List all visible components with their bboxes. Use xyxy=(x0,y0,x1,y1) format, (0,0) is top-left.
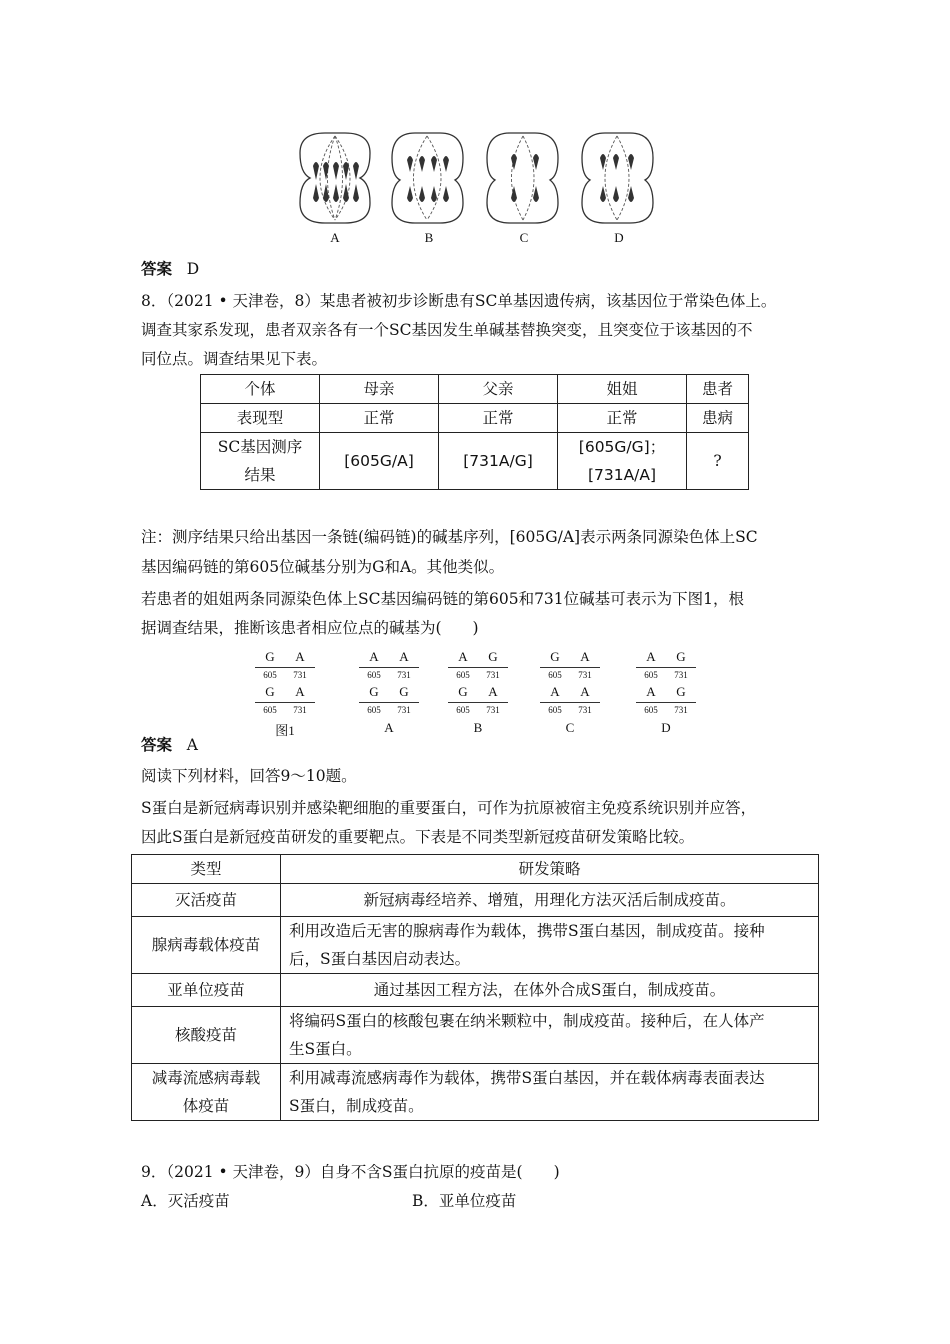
strategy-attenuated-flu xyxy=(281,1064,819,1121)
header-type: 类型 xyxy=(132,855,281,884)
q8-stem-line-3: 同位点。调查结果见下表。 xyxy=(141,350,328,368)
strategy-nucleic-acid xyxy=(281,1007,819,1064)
q8-stem-line-2: 调查其家系发现，患者双亲各有一个SC基因发生单碱基替换突变，且突变位于该基因的不 xyxy=(141,321,753,339)
type-attenuated-flu-line-1: 减毒流感病毒载 xyxy=(151,1069,261,1087)
strategy-inactivated: 新冠病毒经培养、增殖，用理化方法灭活后制成疫苗。 xyxy=(281,884,819,917)
vaccine-table xyxy=(131,854,819,1121)
cell-division-figure xyxy=(295,128,665,228)
sequencing-sister-line-1: [605G/G]； xyxy=(578,438,666,456)
figure-label-b: B xyxy=(424,230,434,245)
diagram-option-a: A A 605 731 G G 605 731 A xyxy=(359,648,419,736)
q9-option-a: A．灭活疫苗 xyxy=(141,1192,230,1210)
sequencing-label-line-1: SC基因测序 xyxy=(217,438,303,456)
type-adenovirus: 腺病毒载体疫苗 xyxy=(132,917,281,974)
type-nucleic-acid: 核酸疫苗 xyxy=(132,1007,281,1064)
strategy-attenuated-flu-line-2: S蛋白，制成疫苗。 xyxy=(289,1097,424,1115)
sequencing-father: [731A/G] xyxy=(439,433,558,490)
sequencing-label xyxy=(201,433,320,490)
figure-label-c: C xyxy=(519,230,529,245)
diagram-option-b: A G 605 731 G A 605 731 B xyxy=(448,648,508,736)
phenotype-father: 正常 xyxy=(439,404,558,433)
sequencing-sister-line-2: [731A/A] xyxy=(587,466,657,484)
q8-note-line-4: 据调查结果，推断该患者相应位点的碱基为( ) xyxy=(141,619,479,637)
sequencing-table xyxy=(200,374,749,490)
q9-stem: 9．（2021 • 天津卷，9）自身不含S蛋白抗原的疫苗是( ) xyxy=(141,1163,560,1181)
type-subunit: 亚单位疫苗 xyxy=(132,974,281,1007)
strategy-subunit: 通过基因工程方法，在体外合成S蛋白，制成疫苗。 xyxy=(281,974,819,1007)
diagram-figure1: G A 605 731 G A 605 731 图1 xyxy=(255,648,315,739)
sequencing-sister xyxy=(558,433,687,490)
strategy-nucleic-acid-line-2: 生S蛋白。 xyxy=(289,1040,362,1058)
strategy-nucleic-acid-line-1: 将编码S蛋白的核酸包裹在纳米颗粒中，制成疫苗。接种后，在人体产 xyxy=(289,1012,765,1030)
sequencing-label-line-2: 结果 xyxy=(244,466,276,484)
type-attenuated-flu xyxy=(132,1064,281,1121)
header-father: 父亲 xyxy=(439,375,558,404)
q8-note-line-2: 基因编码链的第605位碱基分别为G和A。其他类似。 xyxy=(141,558,505,576)
material-para-line-2: 因此S蛋白是新冠疫苗研发的重要靶点。下表是不同类型新冠疫苗研发策略比较。 xyxy=(141,828,695,846)
header-individual: 个体 xyxy=(201,375,320,404)
phenotype-patient: 患病 xyxy=(687,404,749,433)
strategy-adenovirus xyxy=(281,917,819,974)
q8-note-line-3: 若患者的姐姐两条同源染色体上SC基因编码链的第605和731位碱基可表示为下图1，根 xyxy=(141,590,745,608)
figure-label-d: D xyxy=(614,230,624,245)
header-sister: 姐姐 xyxy=(558,375,687,404)
header-strategy: 研发策略 xyxy=(281,855,819,884)
type-attenuated-flu-line-2: 体疫苗 xyxy=(182,1097,230,1115)
header-patient: 患者 xyxy=(687,375,749,404)
answer-label: 答案 xyxy=(141,735,173,754)
sequencing-patient: ? xyxy=(687,433,749,490)
figure-label-a: A xyxy=(330,230,340,245)
q7-answer xyxy=(141,258,199,280)
strategy-attenuated-flu-line-1: 利用减毒流感病毒作为载体，携带S蛋白基因，并在载体病毒表面表达 xyxy=(289,1069,765,1087)
strategy-adenovirus-line-1: 利用改造后无害的腺病毒作为载体，携带S蛋白基因，制成疫苗。接种 xyxy=(289,922,765,940)
answer-label: 答案 xyxy=(141,259,173,278)
phenotype-mother: 正常 xyxy=(320,404,439,433)
q8-note-line-1: 注：测序结果只给出基因一条链(编码链)的碱基序列，[605G/A]表示两条同源染色体上SC xyxy=(141,528,758,546)
q8-stem-line-1: 8．（2021 • 天津卷，8）某患者被初步诊断患有SC单基因遗传病，该基因位于常染色体上。 xyxy=(141,292,777,310)
diagram-option-d: A G 605 731 A G 605 731 D xyxy=(636,648,696,736)
answer-value: D xyxy=(186,260,200,278)
sequencing-mother: [605G/A] xyxy=(320,433,439,490)
q9-option-b: B．亚单位疫苗 xyxy=(412,1192,517,1210)
material-para-line-1: S蛋白是新冠病毒识别并感染靶细胞的重要蛋白，可作为抗原被宿主免疫系统识别并应答， xyxy=(141,799,757,817)
material-intro: 阅读下列材料，回答9～10题。 xyxy=(141,767,357,785)
diagram-option-c: G A 605 731 A A 605 731 C xyxy=(540,648,600,736)
answer-value: A xyxy=(186,736,198,754)
phenotype-label: 表现型 xyxy=(201,404,320,433)
header-mother: 母亲 xyxy=(320,375,439,404)
phenotype-sister: 正常 xyxy=(558,404,687,433)
q8-answer xyxy=(141,734,198,756)
strategy-adenovirus-line-2: 后，S蛋白基因启动表达。 xyxy=(289,950,471,968)
type-inactivated: 灭活疫苗 xyxy=(132,884,281,917)
